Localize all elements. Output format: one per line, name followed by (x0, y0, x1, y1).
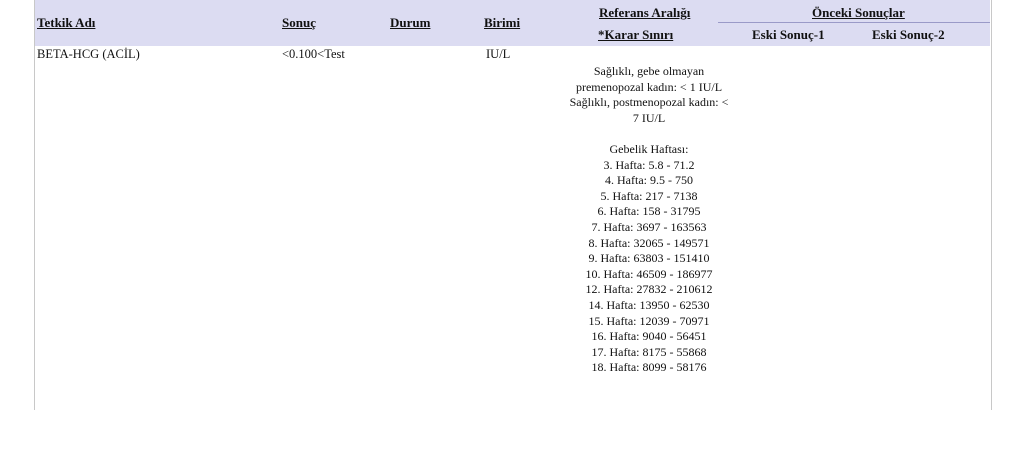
reference-line: premenopozal kadın: < 1 IU/L (575, 79, 723, 94)
reference-line: 16. Hafta: 9040 - 56451 (591, 329, 707, 344)
row-result: <0.100<Test (282, 47, 345, 61)
reference-line: 3. Hafta: 5.8 - 71.2 (603, 157, 695, 172)
header-previous-results: Önceki Sonuçlar (812, 5, 905, 20)
reference-line: 17. Hafta: 8175 - 55868 (591, 344, 707, 359)
reference-line: 12. Hafta: 27832 - 210612 (585, 282, 713, 297)
reference-line: Sağlıklı, gebe olmayan (593, 64, 705, 78)
reference-line: 15. Hafta: 12039 - 70971 (588, 313, 710, 328)
header-test-name: Tetkik Adı (37, 15, 96, 30)
reference-line: 7. Hafta: 3697 - 163563 (591, 219, 707, 234)
reference-line: 8. Hafta: 32065 - 149571 (588, 235, 710, 250)
header-old-result-1: Eski Sonuç-1 (752, 27, 825, 42)
reference-line: 6. Hafta: 158 - 31795 (597, 204, 701, 219)
header-reference-range: Referans Aralığı (599, 5, 691, 20)
reference-line: Gebelik Haftası: (609, 141, 689, 156)
reference-line: Sağlıklı, postmenopozal kadın: < (569, 95, 729, 110)
row-reference-range (548, 64, 750, 376)
header-status: Durum (390, 15, 431, 30)
reference-line: 4. Hafta: 9.5 - 750 (605, 173, 693, 188)
header-result: Sonuç (282, 15, 316, 30)
header-decision-limit: *Karar Sınırı (598, 27, 674, 42)
reference-line: 5. Hafta: 217 - 7138 (600, 188, 698, 203)
reference-spacer (548, 126, 750, 142)
header-divider (718, 22, 990, 23)
row-test-name: BETA-HCG (ACİL) (37, 47, 140, 61)
reference-line: 10. Hafta: 46509 - 186977 (585, 266, 713, 281)
reference-line: 7 IU/L (632, 110, 666, 125)
row-unit: IU/L (486, 47, 511, 61)
results-table-frame (34, 0, 992, 410)
reference-line: 9. Hafta: 63803 - 151410 (588, 251, 710, 266)
reference-line: 18. Hafta: 8099 - 58176 (591, 360, 707, 375)
header-old-result-2: Eski Sonuç-2 (872, 27, 945, 42)
header-unit: Birimi (484, 15, 521, 30)
reference-line: 14. Hafta: 13950 - 62530 (588, 297, 710, 312)
